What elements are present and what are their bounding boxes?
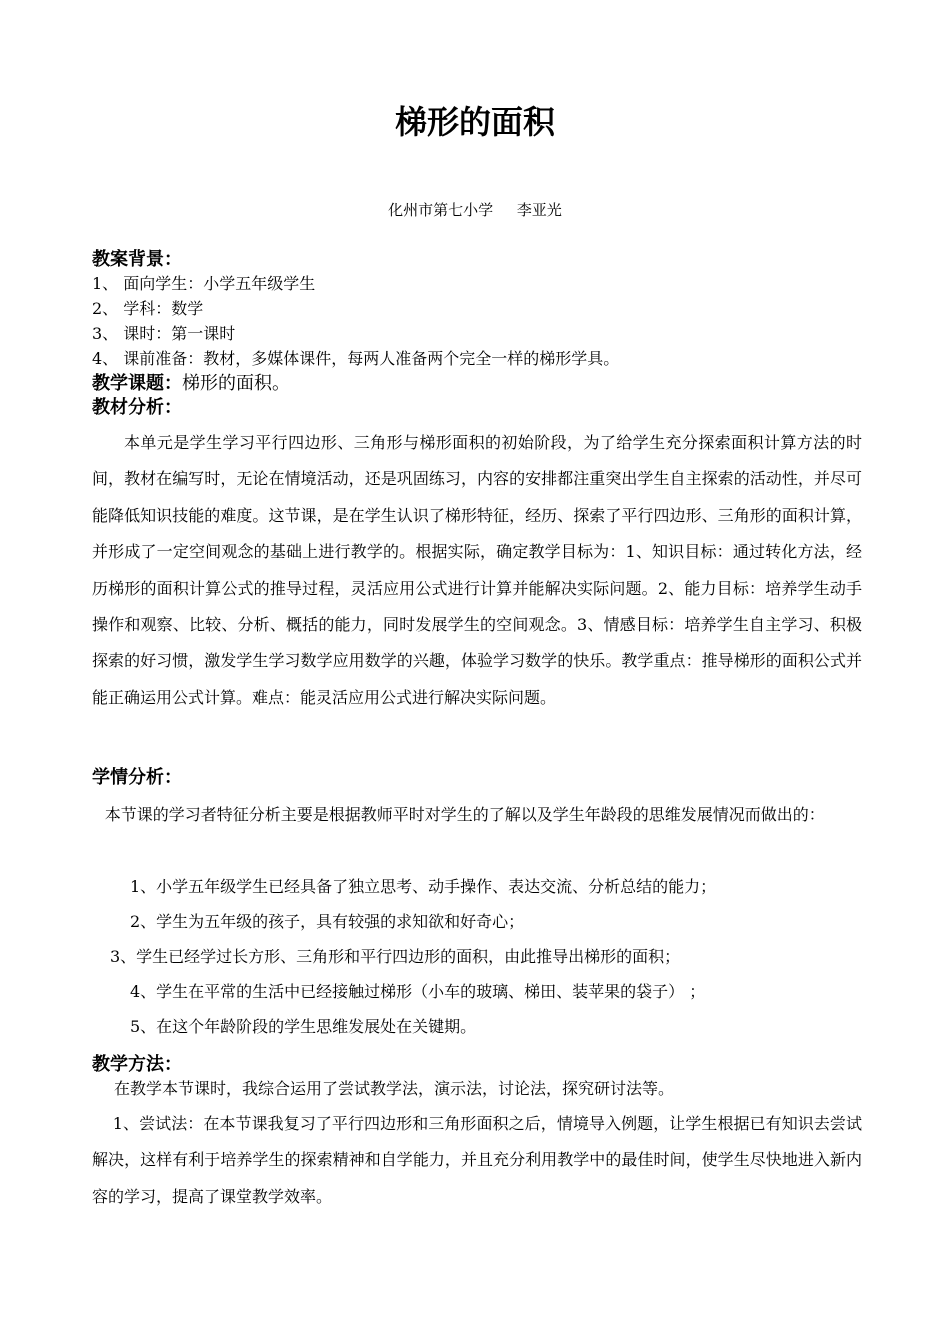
material-paragraph: 本单元是学生学习平行四边形、三角形与梯形面积的初始阶段，为了给学生充分探索面积计算方法的时间，教材在编写时，无论在情境活动，还是巩固练习，内容的安排都注重突出学生自主探索的活动性，并尽可能降低知识技能的难度。这节课，是在学生认识了梯形特征，经历、探索了平行四边形、三角形的面积计算，并形成了一定空间观念的基础上进行教学的。根据实际，确定教学目标为：1、知识目标：通过转化方法，经历梯形的面积计算公式的推导过程，灵活应用公式进行计算并能解决实际问题。2、能力目标：培养学生动手操作和观察、比较、分析、概括的能力，同时发展学生的空间观念。3、情感目标：培养学生自主学习、积极探索的好习惯，激发学生学习数学应用数学的兴趣，体验学习数学的快乐。教学重点：推导梯形的面积公式并能正确运用公式计算。难点：能灵活应用公式进行解决实际问题。 bbox=[92, 433, 862, 707]
background-item-4: 4、 课前准备：教材，多媒体课件，每两人准备两个完全一样的梯形学具。 bbox=[92, 349, 620, 368]
learners-item-1: 1、小学五年级学生已经具备了独立思考、动手操作、表达交流、分析总结的能力； bbox=[130, 877, 717, 896]
learners-heading: 学情分析： bbox=[92, 767, 182, 788]
learners-section bbox=[92, 767, 862, 789]
background-item-3: 3、 课时：第一课时 bbox=[92, 324, 236, 343]
methods-intro-block bbox=[92, 1076, 862, 1101]
learners-item-4: 4、学生在平常的生活中已经接触过梯形（小车的玻璃、梯田、装苹果的袋子） ； bbox=[130, 982, 706, 1001]
background-heading: 教案背景： bbox=[92, 249, 182, 270]
topic-value: 梯形的面积。 bbox=[182, 373, 290, 394]
methods-section bbox=[92, 1054, 862, 1076]
material-section bbox=[92, 397, 862, 419]
methods-intro: 在教学本节课时，我综合运用了尝试教学法，演示法，讨论法，探究研讨法等。 bbox=[114, 1079, 675, 1098]
topic-heading: 教学课题： bbox=[92, 373, 182, 394]
document-title: 梯形的面积 bbox=[394, 103, 555, 141]
learners-item-3: 3、学生已经学过长方形、三角形和平行四边形的面积，由此推导出梯形的面积； bbox=[110, 947, 681, 966]
material-body bbox=[92, 425, 862, 716]
learners-body bbox=[92, 797, 862, 833]
material-heading: 教材分析： bbox=[92, 397, 182, 418]
learners-paragraph: 本节课的学习者特征分析主要是根据教师平时对学生的了解以及学生年龄段的思维发展情况而做出的： bbox=[104, 805, 825, 824]
methods-body bbox=[92, 1106, 862, 1215]
methods-paragraph: 1、尝试法：在本节课我复习了平行四边形和三角形面积之后，情境导入例题，让学生根据已有知识去尝试解决，这样有利于培养学生的探索精神和自学能力，并且充分利用教学中的最佳时间，使学生尽快地进入新内容的学习，提高了课堂教学效率。 bbox=[92, 1114, 862, 1206]
topic-section bbox=[92, 373, 862, 395]
background-item-2: 2、 学科：数学 bbox=[92, 299, 204, 318]
learners-item-2: 2、学生为五年级的孩子，具有较强的求知欲和好奇心； bbox=[130, 912, 525, 931]
methods-heading: 教学方法： bbox=[92, 1054, 182, 1075]
background-section bbox=[92, 249, 862, 371]
background-item-1: 1、 面向学生：小学五年级学生 bbox=[92, 274, 316, 293]
author-line: 化州市第七小学 李亚光 bbox=[388, 201, 562, 219]
learners-item-5: 5、在这个年龄阶段的学生思维发展处在关键期。 bbox=[130, 1017, 477, 1036]
learners-list bbox=[92, 869, 862, 1044]
